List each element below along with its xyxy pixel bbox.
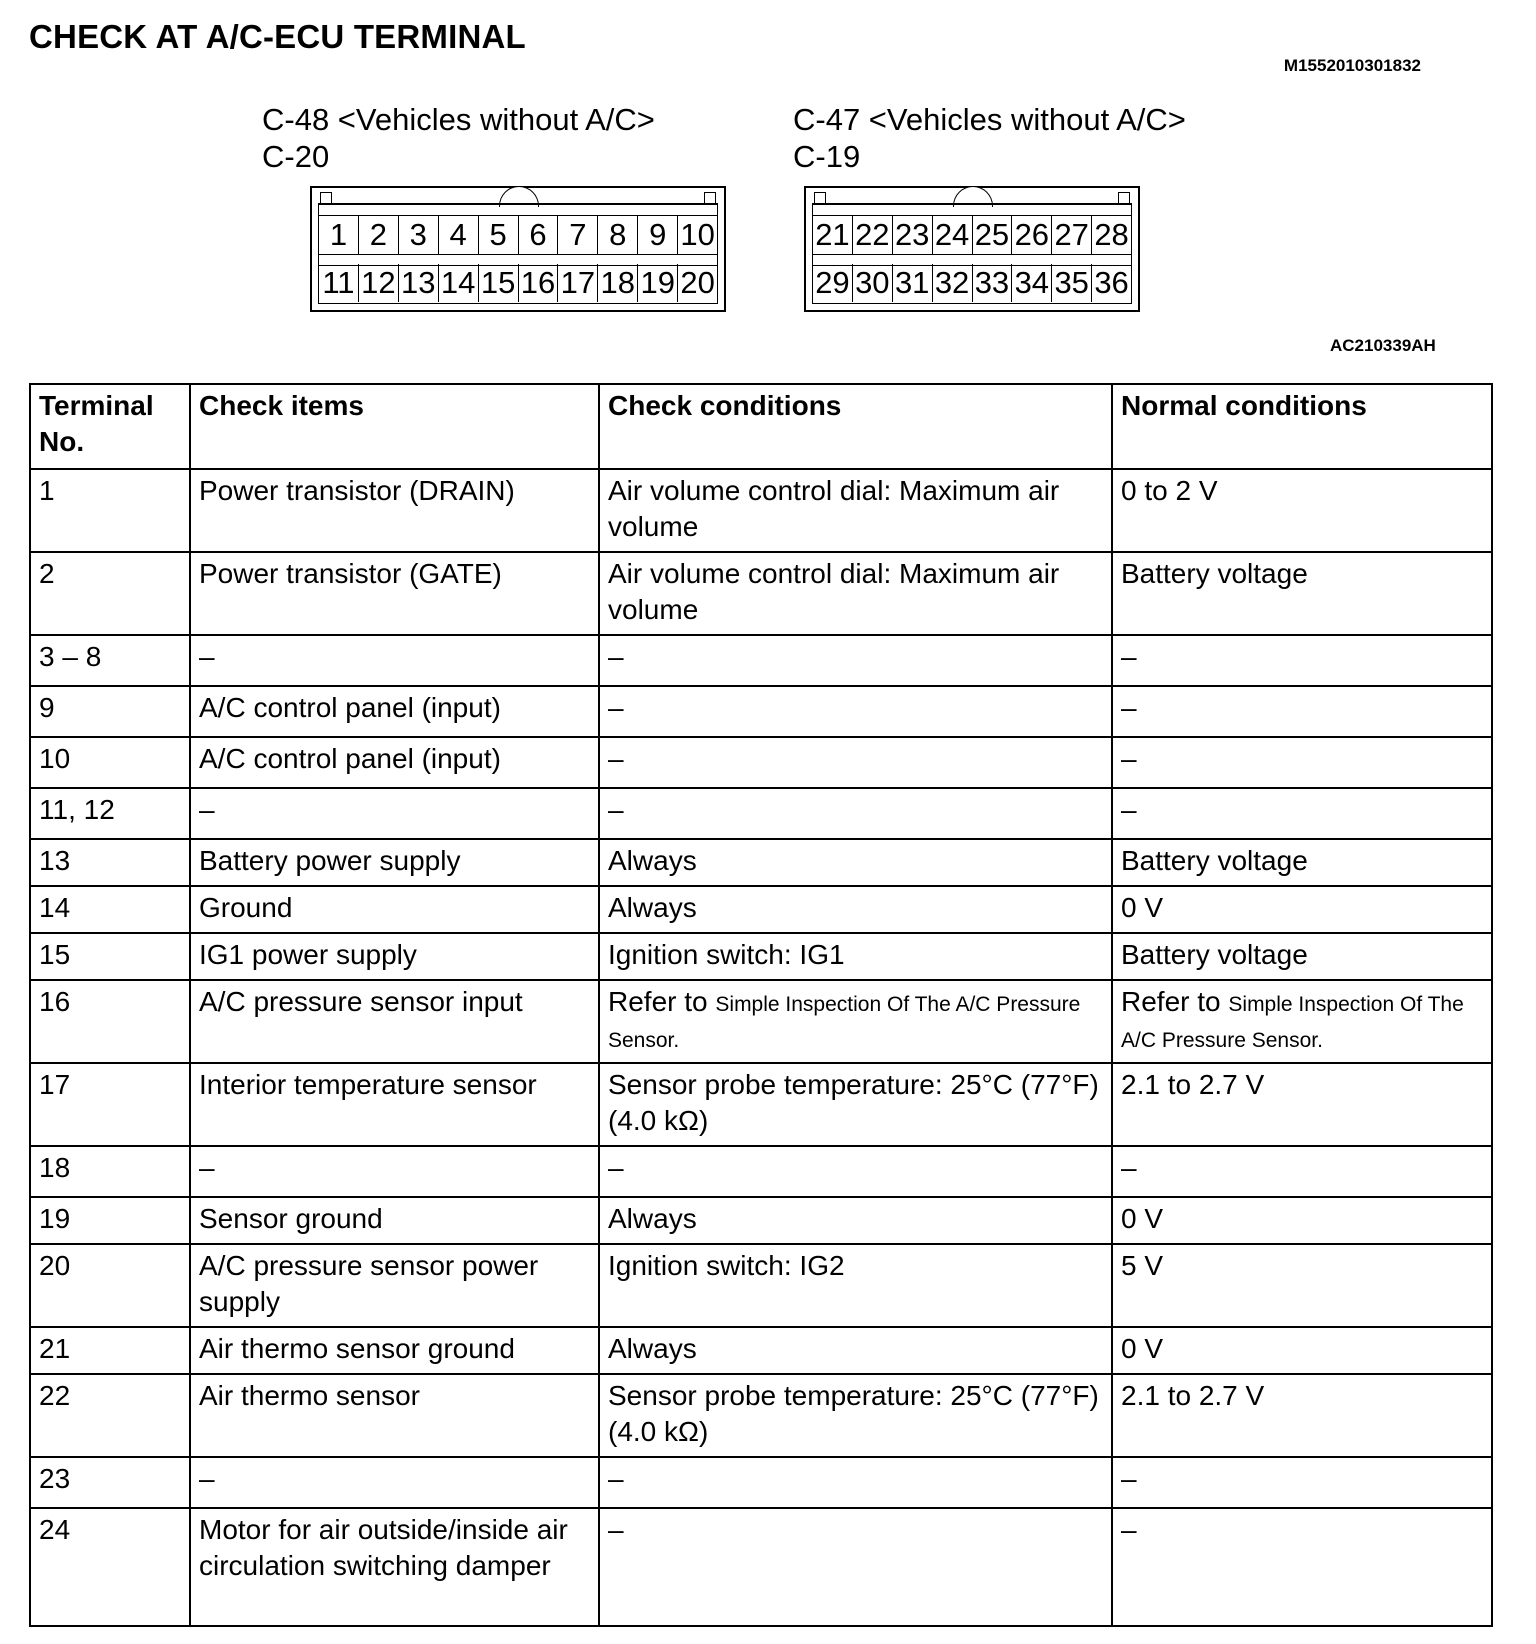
cell-terminal: 15	[30, 933, 190, 980]
connector-label-line1: C-48 <Vehicles without A/C>	[262, 102, 655, 137]
header-terminal-no: Terminal No.	[30, 384, 190, 469]
cell-normal-condition: 2.1 to 2.7 V	[1112, 1374, 1492, 1457]
pin: 24	[933, 216, 973, 254]
pin: 1	[319, 216, 359, 254]
pin: 30	[853, 264, 893, 302]
connector-label-line2: C-20	[262, 139, 330, 174]
pin: 28	[1094, 217, 1129, 252]
cell-normal-condition: 2.1 to 2.7 V	[1112, 1063, 1492, 1146]
pin: 15	[479, 264, 519, 302]
cell-terminal: 3 – 8	[30, 635, 190, 686]
table-row	[30, 980, 1492, 1063]
cell-terminal: 22	[30, 1374, 190, 1457]
cell-terminal: 16	[30, 980, 190, 1063]
pin: 26	[1012, 216, 1052, 254]
cell-check-item: A/C control panel (input)	[190, 686, 599, 737]
pin: 18	[598, 264, 638, 302]
connector-pin-block	[318, 203, 718, 304]
cell-normal-condition: 0 V	[1112, 1327, 1492, 1374]
pin: 27	[1052, 216, 1092, 254]
header-normal-conditions: Normal conditions	[1112, 384, 1492, 469]
cell-check-item: Sensor ground	[190, 1197, 599, 1244]
connector-diagram-c48	[310, 186, 726, 312]
cell-check-condition: –	[599, 1146, 1112, 1197]
table-row	[30, 886, 1492, 933]
pin: 19	[638, 264, 678, 302]
document-id: M1552010301832	[1283, 56, 1421, 75]
cell-terminal: 14	[30, 886, 190, 933]
cell-check-item: Air thermo sensor	[190, 1374, 599, 1457]
cell-check-item: Power transistor (GATE)	[190, 552, 599, 635]
cell-check-condition: Sensor probe temperature: 25°C (77°F) (4.0 kΩ)	[599, 1374, 1112, 1457]
cell-check-condition: Always	[599, 886, 1112, 933]
refer-to-text: Refer to	[1121, 986, 1221, 1017]
pin: 7	[558, 216, 598, 254]
cell-normal-condition: 0 V	[1112, 886, 1492, 933]
pin: 29	[813, 264, 853, 302]
cell-check-condition: Ignition switch: IG1	[599, 933, 1112, 980]
pin: 10	[680, 217, 715, 252]
table-row	[30, 469, 1492, 552]
cell-normal-condition: 0 to 2 V	[1112, 469, 1492, 552]
cell-terminal: 11, 12	[30, 788, 190, 839]
cell-check-item: A/C control panel (input)	[190, 737, 599, 788]
table-row	[30, 1197, 1492, 1244]
cell-normal-condition: –	[1112, 1508, 1492, 1626]
pin: 13	[399, 264, 439, 302]
cell-check-condition: –	[599, 737, 1112, 788]
cell-check-item: Ground	[190, 886, 599, 933]
pin: 22	[853, 216, 893, 254]
cell-normal-condition: –	[1112, 788, 1492, 839]
cell-check-condition: Air volume control dial: Maximum air volume	[599, 552, 1112, 635]
cell-check-item: A/C pressure sensor input	[190, 980, 599, 1063]
cell-terminal: 9	[30, 686, 190, 737]
table-row	[30, 1244, 1492, 1327]
pin: 4	[439, 216, 479, 254]
cell-check-item: –	[190, 788, 599, 839]
pin: 3	[399, 216, 439, 254]
pin: 14	[439, 264, 479, 302]
cell-terminal: 21	[30, 1327, 190, 1374]
table-row	[30, 1508, 1492, 1626]
terminal-check-table	[29, 383, 1493, 1627]
cell-normal-condition: Battery voltage	[1112, 839, 1492, 886]
cell-check-item: IG1 power supply	[190, 933, 599, 980]
cell-check-condition: –	[599, 686, 1112, 737]
cell-normal-condition: –	[1112, 635, 1492, 686]
cell-check-item: A/C pressure sensor power supply	[190, 1244, 599, 1327]
table-row	[30, 737, 1492, 788]
pin: 6	[519, 216, 559, 254]
cell-check-condition: Always	[599, 839, 1112, 886]
header-check-conditions: Check conditions	[599, 384, 1112, 469]
pin: 23	[893, 216, 933, 254]
pin: 21	[813, 216, 853, 254]
cell-check-condition: Ignition switch: IG2	[599, 1244, 1112, 1327]
pin: 20	[680, 265, 715, 300]
reference-link-text: Simple Inspection Of The A/C Pressure Sensor.	[608, 993, 1081, 1052]
cell-terminal: 1	[30, 469, 190, 552]
pin: 35	[1052, 264, 1092, 302]
pin-row-bottom	[813, 264, 1131, 302]
cell-check-item: Motor for air outside/inside air circulation switching damper	[190, 1508, 599, 1626]
pin: 32	[933, 264, 973, 302]
cell-normal-condition: –	[1112, 737, 1492, 788]
header-check-items: Check items	[190, 384, 599, 469]
cell-check-condition: Sensor probe temperature: 25°C (77°F) (4.0 kΩ)	[599, 1063, 1112, 1146]
cell-check-item: –	[190, 1146, 599, 1197]
cell-normal-condition	[1112, 980, 1492, 1063]
cell-check-condition: –	[599, 1508, 1112, 1626]
figure-id: AC210339AH	[1330, 336, 1436, 355]
pin: 17	[558, 264, 598, 302]
pin: 9	[638, 216, 678, 254]
table-row	[30, 1327, 1492, 1374]
table-row	[30, 635, 1492, 686]
connector-label-c48	[262, 101, 655, 175]
table-row	[30, 552, 1492, 635]
cell-terminal: 17	[30, 1063, 190, 1146]
cell-terminal: 2	[30, 552, 190, 635]
pin-row-bottom	[319, 264, 717, 302]
connector-divider	[319, 204, 717, 216]
pin: 25	[973, 216, 1013, 254]
pin: 8	[598, 216, 638, 254]
cell-check-condition: –	[599, 1457, 1112, 1508]
table-row	[30, 1457, 1492, 1508]
cell-normal-condition: Battery voltage	[1112, 933, 1492, 980]
cell-normal-condition: 5 V	[1112, 1244, 1492, 1327]
pin: 12	[359, 264, 399, 302]
table-row	[30, 1063, 1492, 1146]
pin: 36	[1094, 265, 1129, 300]
cell-check-item: –	[190, 635, 599, 686]
cell-check-condition: –	[599, 788, 1112, 839]
table-row	[30, 839, 1492, 886]
table-row	[30, 1146, 1492, 1197]
cell-terminal: 13	[30, 839, 190, 886]
table-header-row	[30, 384, 1492, 469]
cell-check-condition	[599, 980, 1112, 1063]
connector-label-line1: C-47 <Vehicles without A/C>	[793, 102, 1186, 137]
pin: 5	[479, 216, 519, 254]
cell-normal-condition: –	[1112, 1146, 1492, 1197]
pin-row-top	[319, 216, 717, 254]
cell-normal-condition: Battery voltage	[1112, 552, 1492, 635]
table-row	[30, 788, 1492, 839]
cell-terminal: 23	[30, 1457, 190, 1508]
cell-check-condition: –	[599, 635, 1112, 686]
table-row	[30, 1374, 1492, 1457]
cell-terminal: 19	[30, 1197, 190, 1244]
cell-check-item: Power transistor (DRAIN)	[190, 469, 599, 552]
cell-normal-condition: 0 V	[1112, 1197, 1492, 1244]
cell-terminal: 20	[30, 1244, 190, 1327]
cell-terminal: 24	[30, 1508, 190, 1626]
cell-check-item: Interior temperature sensor	[190, 1063, 599, 1146]
table-row	[30, 933, 1492, 980]
cell-check-condition: Always	[599, 1327, 1112, 1374]
cell-check-condition: Always	[599, 1197, 1112, 1244]
cell-normal-condition: –	[1112, 686, 1492, 737]
cell-check-item: Air thermo sensor ground	[190, 1327, 599, 1374]
table-row	[30, 686, 1492, 737]
connector-pin-block	[812, 203, 1132, 304]
pin: 31	[893, 264, 933, 302]
connector-diagram-c47	[804, 186, 1140, 312]
cell-terminal: 10	[30, 737, 190, 788]
cell-terminal: 18	[30, 1146, 190, 1197]
reference-link-text: Simple Inspection Of The A/C Pressure Sensor.	[1121, 993, 1464, 1052]
pin-row-top	[813, 216, 1131, 254]
page-title: CHECK AT A/C-ECU TERMINAL	[29, 18, 526, 55]
pin: 2	[359, 216, 399, 254]
connector-label-line2: C-19	[793, 139, 861, 174]
pin: 34	[1012, 264, 1052, 302]
cell-check-condition: Air volume control dial: Maximum air volume	[599, 469, 1112, 552]
connector-label-c47	[793, 101, 1186, 175]
cell-normal-condition: –	[1112, 1457, 1492, 1508]
refer-to-text: Refer to	[608, 986, 708, 1017]
connector-divider	[813, 204, 1131, 216]
pin: 11	[319, 264, 359, 302]
cell-check-item: Battery power supply	[190, 839, 599, 886]
pin: 33	[973, 264, 1013, 302]
cell-check-item: –	[190, 1457, 599, 1508]
pin: 16	[519, 264, 559, 302]
